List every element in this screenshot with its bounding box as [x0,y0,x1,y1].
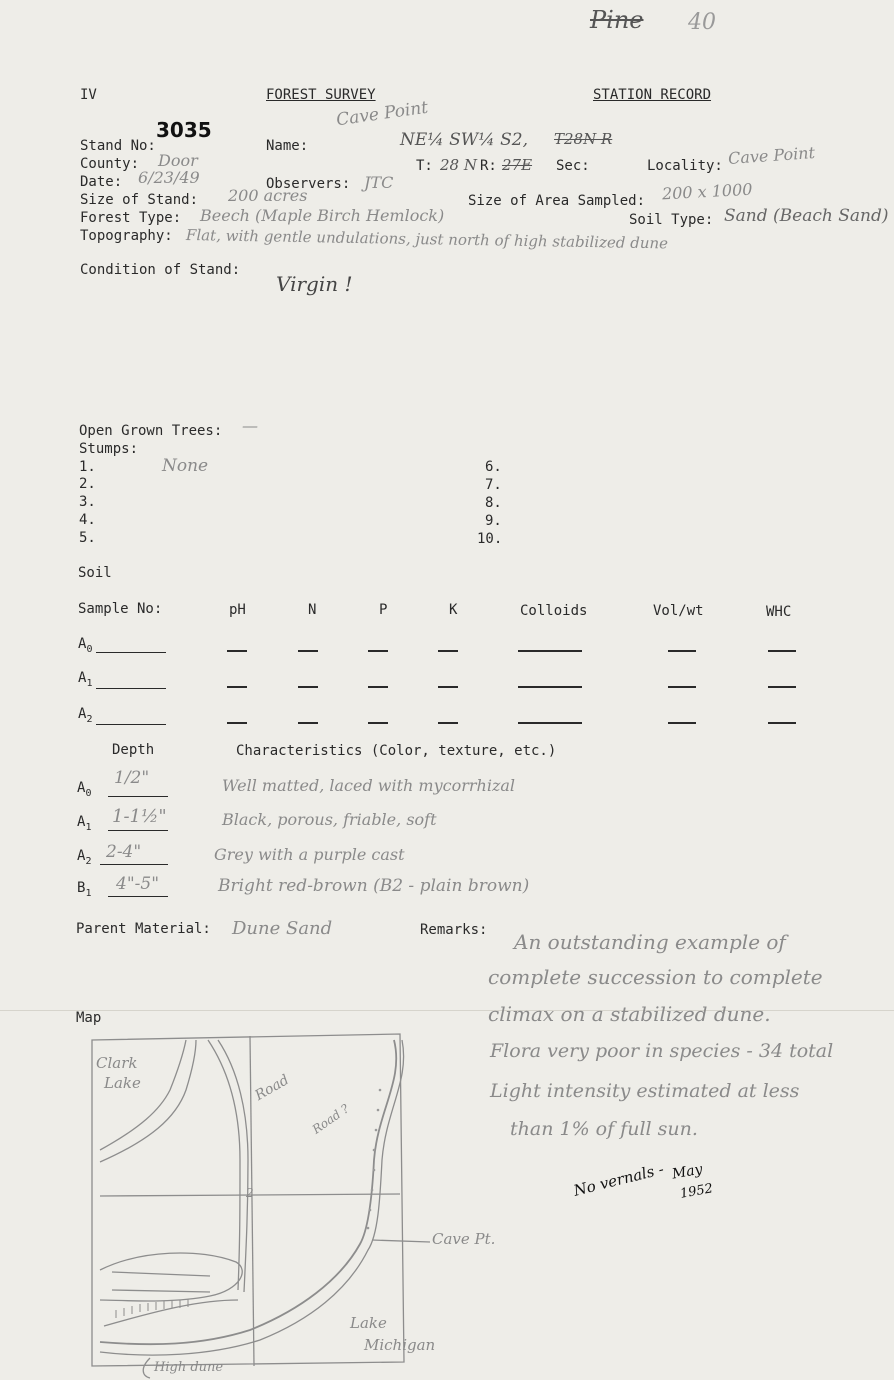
soil-col-colloids: Colloids [520,603,588,619]
road-line [208,1040,240,1290]
soil-col-sample: Sample No: [78,601,163,617]
soil-row-label: $A_1$ [78,670,93,689]
soil-col-n: N [308,602,317,618]
stump-9: 9. [485,513,502,529]
soil-col-volwt: Vol/wt [653,603,704,619]
dune-outline [100,1253,242,1301]
vernals-text: No vernals - [571,1159,666,1200]
remarks-line: than 1% of full sun. [510,1118,698,1140]
map-lake-michigan-label: Lake [350,1314,387,1332]
map-cave-point-label: Cave Pt. [432,1230,496,1248]
size-area-value: 200 x 1000 [661,179,753,204]
section-label: Sec: [556,158,590,174]
forest-type-value: Beech (Maple Birch Hemlock) [200,206,445,225]
soil-type-label: Soil Type: [629,212,714,228]
stump-5: 5. [79,530,96,546]
county-label: County: [80,156,140,172]
horizon-depth: 1/2" [114,768,150,788]
stump-4: 4. [79,512,96,528]
horizon-label: $A_2$ [77,848,92,867]
soil-col-whc: WHC [766,604,792,620]
horizon-label: $A_1$ [77,814,92,833]
corner-number: 40 [688,10,716,35]
map-lake-label: Lake [104,1074,141,1092]
map-road-question-label: Road ? [309,1101,352,1137]
stumps-label: Stumps: [79,441,139,457]
map-label: Map [76,1010,102,1026]
remarks-label: Remarks: [420,922,488,938]
soil-row-label: $A_2$ [78,706,93,725]
dune-arrow [112,1290,210,1292]
horizon-depth: 1-1½" [112,806,167,827]
map-section-number: 2 [246,1186,254,1200]
name-value: Cave Point [335,97,430,131]
remarks-line: Flora very poor in species - 34 total [490,1040,834,1062]
range-label: R: [480,158,497,174]
stump-1: 1. [79,459,96,475]
legal-description: NE¼ SW¼ S2, [400,130,529,150]
vernals-month: May [670,1161,704,1183]
map-high-dune-label: High dune [154,1360,224,1375]
size-stand-value: 200 acres [228,186,308,205]
township-value: 28 N [440,156,477,174]
soil-col-k: K [449,602,458,618]
horizon-characteristics: Well matted, laced with mycorrhizal [222,776,516,795]
horizon-characteristics: Bright red-brown (B2 - plain brown) [218,876,530,896]
township-label: T: [416,158,433,174]
soil-col-ph: pH [229,602,246,618]
horizon-characteristics: Grey with a purple cast [214,845,405,864]
horizon-label: $B_1$ [77,880,92,899]
horizon-depth: 4"-5" [116,874,160,894]
stump-3: 3. [79,494,96,510]
stump-7: 7. [485,477,502,493]
size-stand-label: Size of Stand: [80,192,199,208]
map-road-label: Road [252,1072,292,1104]
road-line [218,1040,248,1292]
stump-10: 10. [477,531,503,547]
topography-value: Flat, with gentle undulations, just north of high stabilized dune [185,226,669,253]
forest-type-label: Forest Type: [80,210,182,226]
parent-material-label: Parent Material: [76,921,211,937]
cave-pt-leader [372,1240,430,1242]
soil-type-value: Sand (Beach Sand) [724,206,889,226]
section-number: IV [80,87,97,103]
remarks-line: Light intensity estimated at less [490,1080,800,1102]
vernals-year: 1952 [678,1181,715,1202]
topography-label: Topography: [80,228,173,244]
locality-label: Locality: [647,158,723,174]
horizon-characteristics: Black, porous, friable, soft [222,810,437,829]
remarks-line: An outstanding example of [514,930,786,954]
name-label: Name: [266,138,309,154]
stand-no-label: Stand No: [80,138,156,154]
stand-no-value: 3035 [156,118,212,142]
range-value: 27E [502,156,533,174]
stump-2: 2. [79,476,96,492]
parent-material-value: Dune Sand [232,918,333,939]
observers-value: JTC [364,173,394,192]
remarks-line: climax on a stabilized dune. [488,1002,771,1026]
map-clark-label: Clark [96,1054,138,1072]
date-value: 6/23/49 [138,168,200,187]
condition-value: Virgin ! [276,272,353,296]
dune-ticks [116,1299,188,1318]
soil-col-p: P [379,602,388,618]
open-grown-label: Open Grown Trees: [79,423,223,439]
legal-struck: T28N R [554,130,613,148]
horizon-label: $A_0$ [77,780,92,799]
open-grown-value: — [242,416,258,435]
depth-title: Depth [112,742,155,758]
horizon-depth: 2-4" [106,842,142,862]
locality-value: Cave Point [727,142,816,169]
form-title: FOREST SURVEY [266,87,376,103]
size-area-label: Size of Area Sampled: [468,193,646,209]
map-section-line [250,1036,254,1366]
record-title: STATION RECORD [593,87,712,103]
county-value: Door [158,151,198,170]
map-michigan-label: Michigan [364,1336,436,1354]
characteristics-title: Characteristics (Color, texture, etc.) [236,743,557,759]
soil-row-label: $A_0$ [78,636,93,655]
stumps-note: None [162,456,209,476]
soil-title: Soil [78,565,112,581]
stump-6: 6. [485,459,502,475]
observers-label: Observers: [266,176,351,192]
stump-8: 8. [485,495,502,511]
condition-label: Condition of Stand: [80,262,241,278]
high-dune-bracket [143,1358,150,1378]
corner-struck-text: Pine [590,6,644,34]
date-label: Date: [80,174,123,190]
remarks-line: complete succession to complete [488,965,823,989]
dune-arrow [112,1272,210,1276]
